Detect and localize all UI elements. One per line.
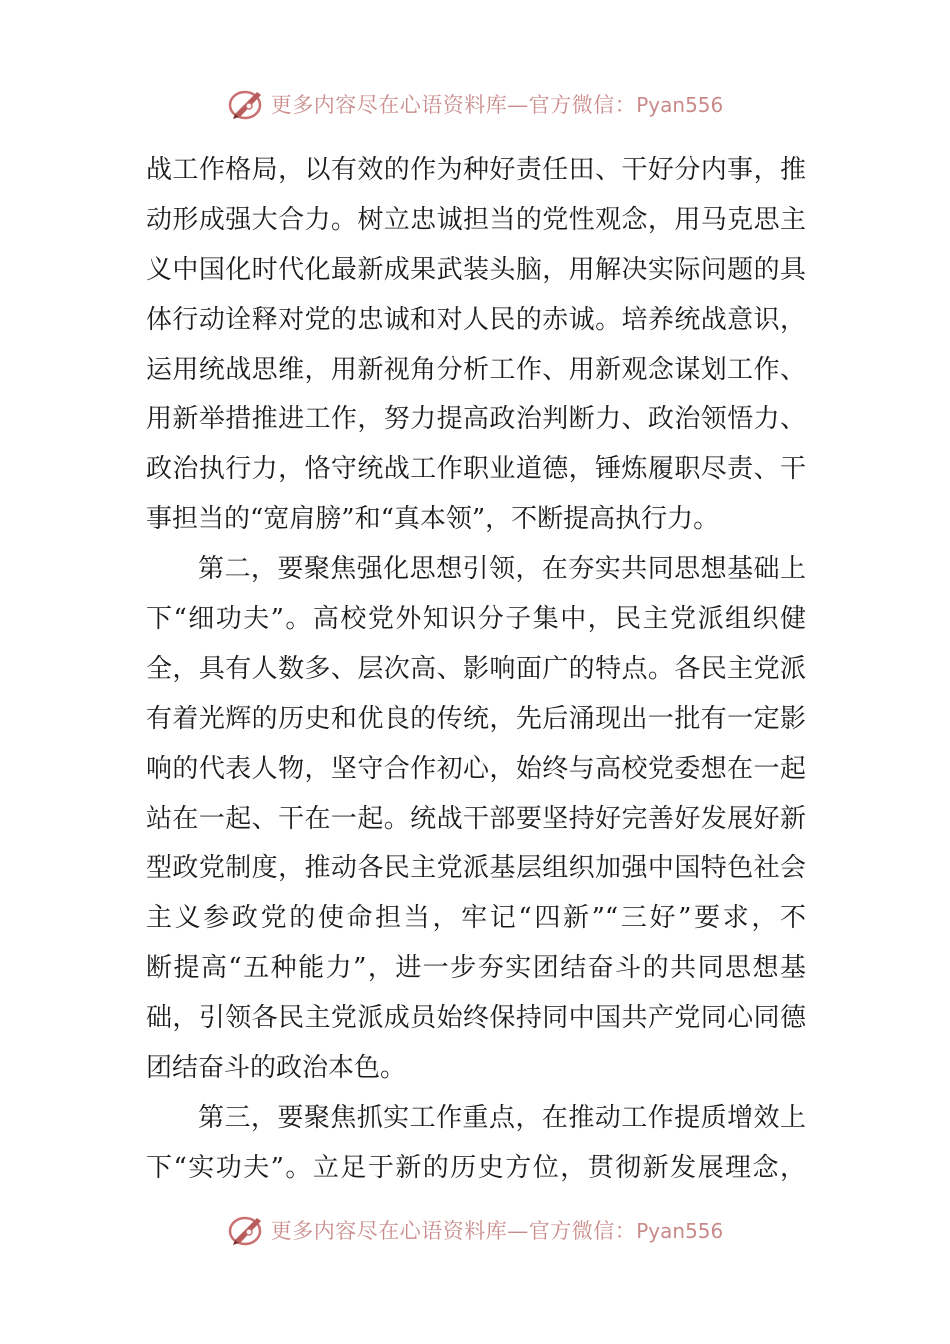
body-line: 下“实功夫”。立足于新的历史方位，贯彻新发展理念，: [146, 1152, 806, 1183]
header-banner-text: 更多内容尽在心语资料库—官方微信：Pyan556: [270, 93, 724, 117]
body-line: 义中国化时代化最新成果武装头脑，用解决实际问题的具: [146, 254, 806, 285]
body-line: 主义参政党的使命担当，牢记“四新”“三好”要求，不: [146, 903, 806, 934]
body-line: 用新举措推进工作，努力提高政治判断力、政治领悟力、: [146, 404, 806, 435]
body-line: 团结奋斗的政治本色。: [146, 1053, 407, 1084]
body-line: 站在一起、干在一起。统战干部要坚持好完善好发展好新: [146, 803, 806, 834]
body-line: 断提高“五种能力”，进一步夯实团结奋斗的共同思想基: [146, 953, 806, 984]
header-wechat-id: Pyan556: [636, 93, 724, 117]
body-line: 全，具有人数多、层次高、影响面广的特点。各民主党派: [146, 653, 806, 684]
body-line: 响的代表人物，坚守合作初心，始终与高校党委想在一起: [146, 753, 806, 784]
footer-wechat-id: Pyan556: [636, 1219, 724, 1243]
body-line: 战工作格局，以有效的作为种好责任田、干好分内事，推: [146, 155, 806, 185]
body-line: 型政党制度，推动各民主党派基层组织加强中国特色社会: [146, 853, 806, 884]
pen-logo-icon: [227, 1212, 267, 1248]
body-line: 动形成强大合力。树立忠诚担当的党性观念，用马克思主: [146, 204, 806, 235]
footer-banner-text: 更多内容尽在心语资料库—官方微信：Pyan556: [270, 1219, 724, 1243]
body-line: 下“细功夫”。高校党外知识分子集中，民主党派组织健: [146, 604, 806, 635]
body-line: 础，引领各民主党派成员始终保持同中国共产党同心同德: [146, 1003, 806, 1034]
body-line: 体行动诠释对党的忠诚和对人民的赤诚。培养统战意识，: [146, 304, 806, 335]
body-line: 第二，要聚焦强化思想引领，在夯实共同思想基础上: [198, 554, 806, 585]
footer-banner: [0, 1210, 950, 1250]
body-line: 事担当的“宽肩膀”和“真本领”，不断提高执行力。: [146, 504, 720, 535]
body-line: 有着光辉的历史和优良的传统，先后涌现出一批有一定影: [146, 703, 806, 734]
header-banner: [0, 84, 950, 124]
body-line: 运用统战思维，用新视角分析工作、用新观念谋划工作、: [146, 354, 806, 385]
body-line: 第三，要聚焦抓实工作重点，在推动工作提质增效上: [198, 1102, 806, 1133]
document-body: [146, 146, 806, 1194]
pen-logo-icon: [227, 86, 267, 122]
body-line: 政治执行力，恪守统战工作职业道德，锤炼履职尽责、干: [146, 454, 806, 485]
